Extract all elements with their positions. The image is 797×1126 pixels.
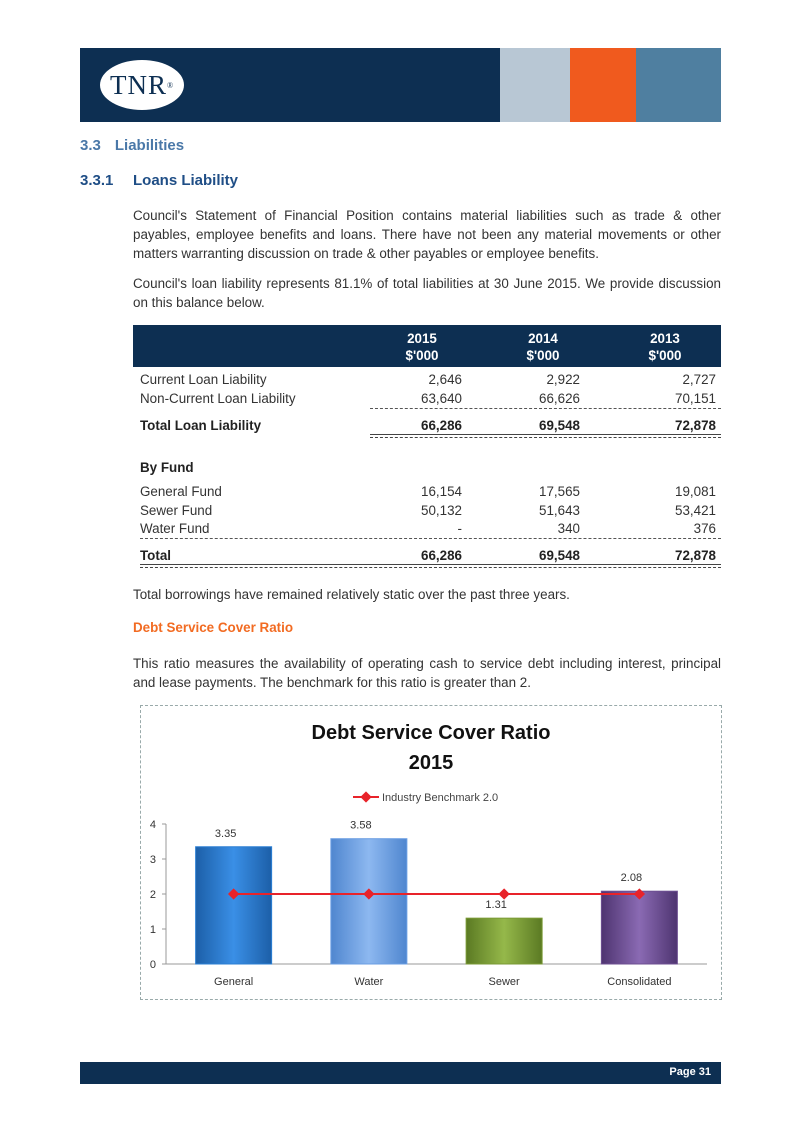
legend-label: Industry Benchmark 2.0 — [382, 792, 499, 804]
y-tick-label: 2 — [149, 889, 156, 901]
section-heading — [80, 137, 184, 154]
header-steel-block — [636, 48, 721, 122]
cell-2014: 69,548 — [539, 548, 580, 563]
header-year: 2015 — [407, 331, 437, 346]
header-year: 2013 — [650, 331, 680, 346]
paragraph-2: Council's loan liability represents 81.1% of total liabilities at 30 June 2015. We provide discussion on this balance below. — [133, 276, 721, 310]
data-label: 3.35 — [214, 827, 237, 840]
header-col-2015 — [377, 330, 467, 364]
cell-2013: 53,421 — [675, 503, 716, 518]
row-label: By Fund — [140, 460, 194, 475]
row-label: Water Fund — [140, 521, 210, 536]
paragraph-1: Council's Statement of Financial Position contains material liabilities such as trade & other payables, employee benefits and loans. There have not been any material movements or other matters warranting discussion on trade & other payables or employee benefits. — [133, 208, 721, 261]
footer-band — [80, 1062, 721, 1084]
cell-2014: 17,565 — [539, 484, 580, 499]
row-label: Sewer Fund — [140, 503, 213, 518]
cell-2014: 69,548 — [539, 418, 580, 433]
data-label: 3.58 — [350, 819, 372, 832]
cell-2013: 19,081 — [675, 484, 716, 499]
header-year: 2014 — [528, 331, 558, 346]
debt-service-heading: Debt Service Cover Ratio — [133, 620, 294, 635]
y-tick-label: 3 — [149, 854, 156, 866]
subsection-heading — [80, 172, 238, 189]
cell-2013: 70,151 — [675, 391, 716, 406]
cell-2014: 2,922 — [546, 372, 580, 387]
header-light-block — [500, 48, 570, 122]
fund-subtotal-rule — [140, 538, 721, 539]
paragraph-3: Total borrowings have remained relatively static over the past three years. — [133, 587, 570, 602]
header-unit: $'000 — [526, 348, 560, 363]
header-col-2014 — [498, 330, 588, 364]
cell-2015: 16,154 — [421, 484, 462, 499]
section-number: 3.3 — [80, 137, 101, 154]
legend-marker-icon — [360, 791, 371, 802]
y-tick-label: 4 — [149, 819, 156, 831]
cell-2014: 340 — [557, 521, 580, 536]
row-label: Total — [140, 548, 171, 563]
table-row-current — [140, 372, 721, 391]
logo-text: TNR — [109, 69, 167, 100]
row-label: General Fund — [140, 484, 222, 499]
chart-bars — [196, 839, 678, 964]
cell-2013: 376 — [693, 521, 716, 536]
chart-legend — [353, 791, 498, 804]
cell-2014: 51,643 — [539, 503, 580, 518]
table-row-by-fund — [140, 460, 721, 479]
logo-mark: ® — [166, 80, 175, 90]
bar-consolidated — [601, 891, 677, 964]
total-double-rule — [370, 434, 721, 438]
loan-table-header — [133, 325, 721, 367]
y-tick-label: 0 — [149, 959, 156, 971]
subsection-title: Loans Liability — [133, 172, 239, 189]
x-tick-label: Water — [354, 976, 384, 988]
bar-water — [331, 839, 407, 964]
chart-title: Debt Service Cover Ratio — [311, 722, 551, 744]
table-row-sewer — [140, 503, 721, 522]
cell-2015: 66,286 — [421, 548, 462, 563]
table-row-general — [140, 484, 721, 503]
x-tick-label: Consolidated — [607, 976, 672, 988]
row-label: Non-Current Loan Liability — [140, 391, 296, 406]
header-unit: $'000 — [648, 348, 682, 363]
header-navy-block — [80, 48, 500, 122]
x-tick-label: Sewer — [488, 976, 520, 988]
cell-2014: 66,626 — [539, 391, 580, 406]
debt-service-chart — [141, 706, 721, 999]
subsection-number: 3.3.1 — [80, 172, 114, 189]
x-tick-label: General — [214, 976, 254, 988]
cell-2013: 72,878 — [675, 418, 716, 433]
tnr-logo — [100, 60, 184, 110]
benchmark-point — [498, 888, 509, 899]
page-number: Page 31 — [669, 1066, 711, 1078]
header-orange-block — [570, 48, 636, 122]
row-label: Current Loan Liability — [140, 372, 267, 387]
header-col-2013 — [620, 330, 710, 364]
header-unit: $'000 — [405, 348, 439, 363]
cell-2013: 72,878 — [675, 548, 716, 563]
chart-data-labels — [215, 820, 642, 911]
y-tick-label: 1 — [149, 924, 156, 936]
cell-2015: 66,286 — [421, 418, 462, 433]
cell-2015: 2,646 — [428, 372, 462, 387]
row-label: Total Loan Liability — [140, 418, 262, 433]
chart-benchmark-series — [228, 888, 645, 899]
section-title: Liabilities — [114, 137, 185, 154]
chart-x-labels — [214, 976, 671, 988]
bar-sewer — [466, 918, 542, 964]
cell-2015: 50,132 — [421, 503, 462, 518]
paragraph-4: This ratio measures the availability of operating cash to service debt including interest, principal and lease payments. The benchmark for this ratio is greater than 2. — [133, 656, 721, 690]
data-label: 2.08 — [620, 872, 643, 885]
chart-subtitle: 2015 — [408, 752, 454, 774]
data-label: 1.31 — [485, 899, 507, 912]
bar-general — [196, 847, 272, 964]
subtotal-rule — [370, 408, 721, 409]
cell-2015: - — [457, 521, 462, 536]
chart-container — [140, 705, 722, 1000]
cell-2015: 63,640 — [421, 391, 462, 406]
cell-2013: 2,727 — [682, 372, 716, 387]
header-band — [80, 48, 721, 122]
grand-total-double-rule — [140, 564, 721, 568]
